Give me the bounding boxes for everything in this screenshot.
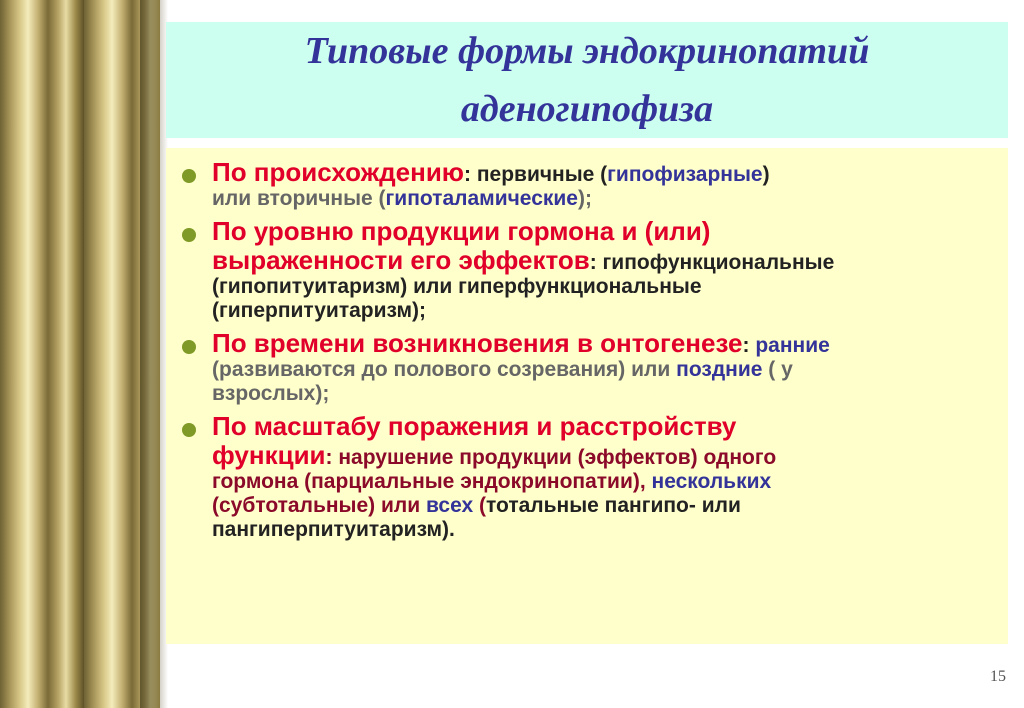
bullet-text: (гиперпитуитаризм); bbox=[212, 299, 426, 322]
bullet-icon bbox=[182, 340, 196, 354]
bullet-text: гипофизарные bbox=[607, 163, 763, 186]
bullet-heading: По масштабу поражения и расстройству bbox=[212, 411, 737, 441]
title-line-1: Типовые формы эндокринопатий bbox=[304, 30, 870, 72]
bullet-text: гормона (парциальные эндокринопатии), bbox=[212, 470, 652, 493]
page-number: 15 bbox=[990, 668, 1006, 685]
bullet-text: ) bbox=[762, 163, 770, 186]
bullet-text: ); bbox=[577, 187, 592, 210]
bullet-text: : bbox=[742, 334, 756, 357]
bullet-text: : первичные ( bbox=[464, 163, 608, 186]
title-line-2: аденогипофиза bbox=[460, 88, 714, 130]
bullet-text: пангиперпитуитаризм). bbox=[212, 518, 455, 541]
curtain-decoration bbox=[0, 0, 160, 708]
bullet-text: всех bbox=[426, 494, 474, 517]
list-item bbox=[180, 329, 990, 406]
bullet-text: (развиваются до полового созревания) или bbox=[212, 358, 677, 381]
slide-title bbox=[166, 22, 1008, 138]
bullet-text: ( bbox=[479, 494, 486, 517]
bullet-heading: По уровню продукции гормона и (или) bbox=[212, 216, 711, 246]
bullet-text: ( у bbox=[762, 358, 793, 381]
list-item bbox=[180, 158, 990, 211]
bullet-heading: По времени возникновения в онтогенезе bbox=[212, 328, 743, 358]
bullet-heading: По происхождению bbox=[212, 157, 465, 187]
bullet-icon bbox=[182, 169, 196, 183]
bullet-text: или вторичные ( bbox=[212, 187, 386, 210]
bullet-text: или bbox=[380, 494, 421, 517]
bullet-heading: функции bbox=[212, 440, 326, 470]
bullet-heading: выраженности его эффектов bbox=[212, 245, 590, 275]
bullet-text: гипоталамические bbox=[385, 187, 578, 210]
bullet-icon bbox=[182, 228, 196, 242]
bullet-text: (гипопитуитаризм) или гиперфункциональные bbox=[212, 275, 702, 298]
bullet-text: : нарушение продукции (эффектов) одного bbox=[325, 446, 777, 469]
bullet-text: : гипофункциональные bbox=[589, 251, 835, 274]
list-item bbox=[180, 217, 990, 323]
bullet-list bbox=[180, 158, 990, 548]
list-item bbox=[180, 412, 990, 542]
bullet-text: тотальные пангипо- или bbox=[486, 494, 741, 517]
bullet-text: поздние bbox=[676, 358, 763, 381]
bullet-text: нескольких bbox=[651, 470, 772, 493]
curtain-shadow bbox=[140, 0, 168, 708]
bullet-text: (субтотальные) bbox=[212, 494, 381, 517]
bullet-text: ранние bbox=[755, 334, 830, 357]
bullet-text: взрослых); bbox=[212, 382, 330, 405]
bullet-icon bbox=[182, 423, 196, 437]
